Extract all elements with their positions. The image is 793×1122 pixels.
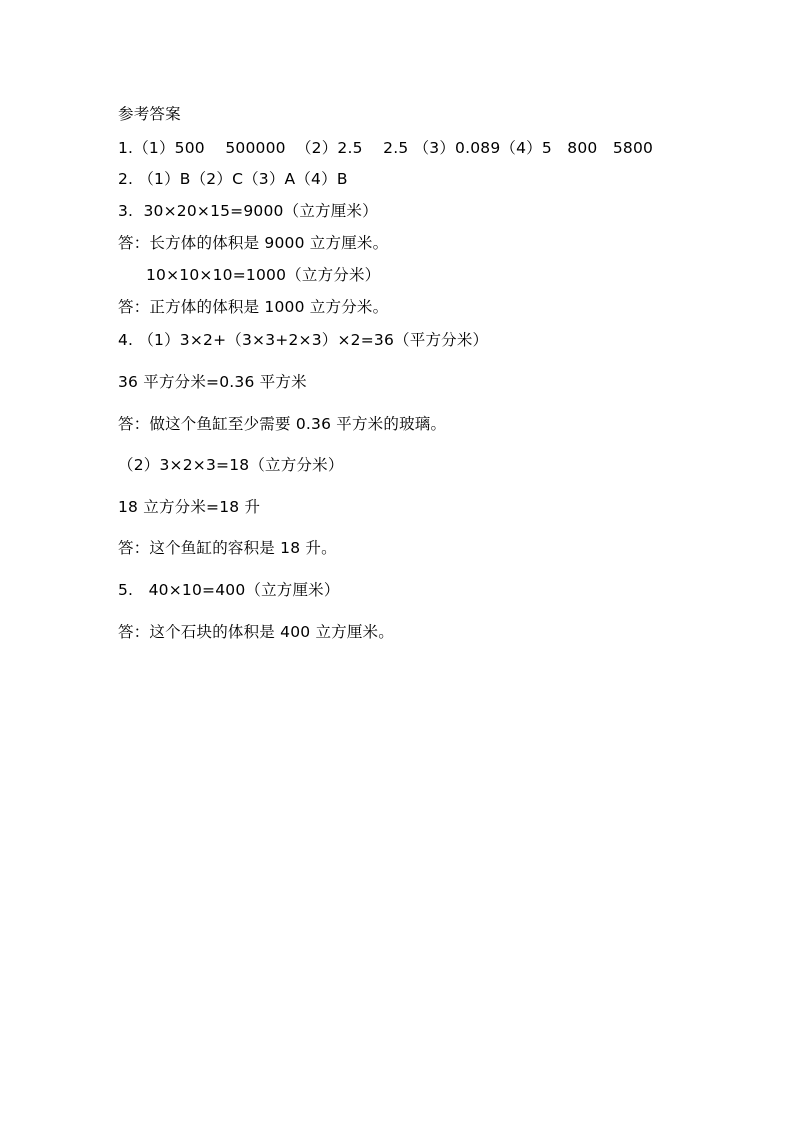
answer-line-4-part2-convert: 18 立方分米=18 升 — [118, 498, 261, 516]
answer-line-4-part2-reply: 答：这个鱼缸的容积是 18 升。 — [118, 539, 337, 557]
page-title: 参考答案 — [118, 105, 181, 123]
answer-line-3-cube: 10×10×10=1000（立方分米） — [146, 266, 381, 284]
answer-line-4-convert: 36 平方分米=0.36 平方米 — [118, 373, 307, 391]
answer-line-4-reply: 答：做这个鱼缸至少需要 0.36 平方米的玻璃。 — [118, 415, 447, 433]
answer-line-4: 4. （1）3×2+（3×3+2×3）×2=36（平方分米） — [118, 331, 489, 349]
answer-line-5: 5. 40×10=400（立方厘米） — [118, 581, 340, 599]
answer-line-5-reply: 答：这个石块的体积是 400 立方厘米。 — [118, 623, 394, 641]
answer-line-3-reply: 答：长方体的体积是 9000 立方厘米。 — [118, 234, 389, 252]
answer-line-3-cube-reply: 答：正方体的体积是 1000 立方分米。 — [118, 298, 389, 316]
answer-line-4-part2: （2）3×2×3=18（立方分米） — [118, 456, 344, 474]
answer-line-3: 3. 30×20×15=9000（立方厘米） — [118, 202, 378, 220]
answer-line-1: 1.（1）500 500000 （2）2.5 2.5 （3）0.089（4）5 800 5800 — [118, 139, 654, 157]
answer-line-2: 2. （1）B（2）C（3）A（4）B — [118, 170, 348, 188]
